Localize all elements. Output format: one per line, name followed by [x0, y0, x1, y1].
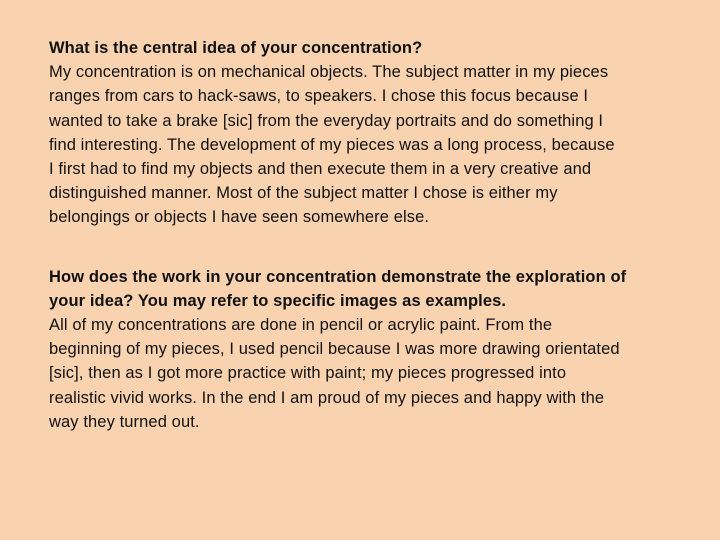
- answer-line: find interesting. The development of my pieces was a long process, because: [49, 135, 615, 154]
- answer-line: All of my concentrations are done in pencil or acrylic paint. From the: [49, 316, 553, 335]
- answer-line: belongings or objects I have seen somewhere else.: [49, 208, 430, 227]
- answer-line: realistic vivid works. In the end I am proud of my pieces and happy with the: [49, 388, 605, 407]
- answer-line: My concentration is on mechanical objects. The subject matter in my pieces: [49, 63, 609, 82]
- answer-central-idea: [49, 60, 689, 229]
- question-exploration: [49, 265, 689, 313]
- question-line: your idea? You may refer to specific images as examples.: [49, 291, 507, 310]
- question-line: What is the central idea of your concentration?: [49, 39, 423, 57]
- answer-line: beginning of my pieces, I used pencil because I was more drawing orientated: [49, 340, 620, 359]
- document-page: [49, 36, 689, 434]
- answer-line: wanted to take a brake [sic] from the everyday portraits and do something I: [49, 111, 604, 130]
- answer-line: I first had to find my objects and then execute them in a very creative and: [49, 160, 592, 179]
- answer-exploration: [49, 313, 689, 434]
- question-central-idea: [49, 36, 689, 60]
- answer-line: [sic], then as I got more practice with paint; my pieces progressed into: [49, 364, 567, 383]
- answer-line: way they turned out.: [49, 412, 200, 431]
- answer-line: distinguished manner. Most of the subject matter I chose is either my: [49, 184, 558, 203]
- question-line: How does the work in your concentration demonstrate the exploration of: [49, 267, 627, 286]
- qa-section-central-idea: [49, 36, 689, 230]
- answer-line: ranges from cars to hack-saws, to speakers. I chose this focus because I: [49, 87, 589, 106]
- qa-section-exploration: [49, 265, 689, 434]
